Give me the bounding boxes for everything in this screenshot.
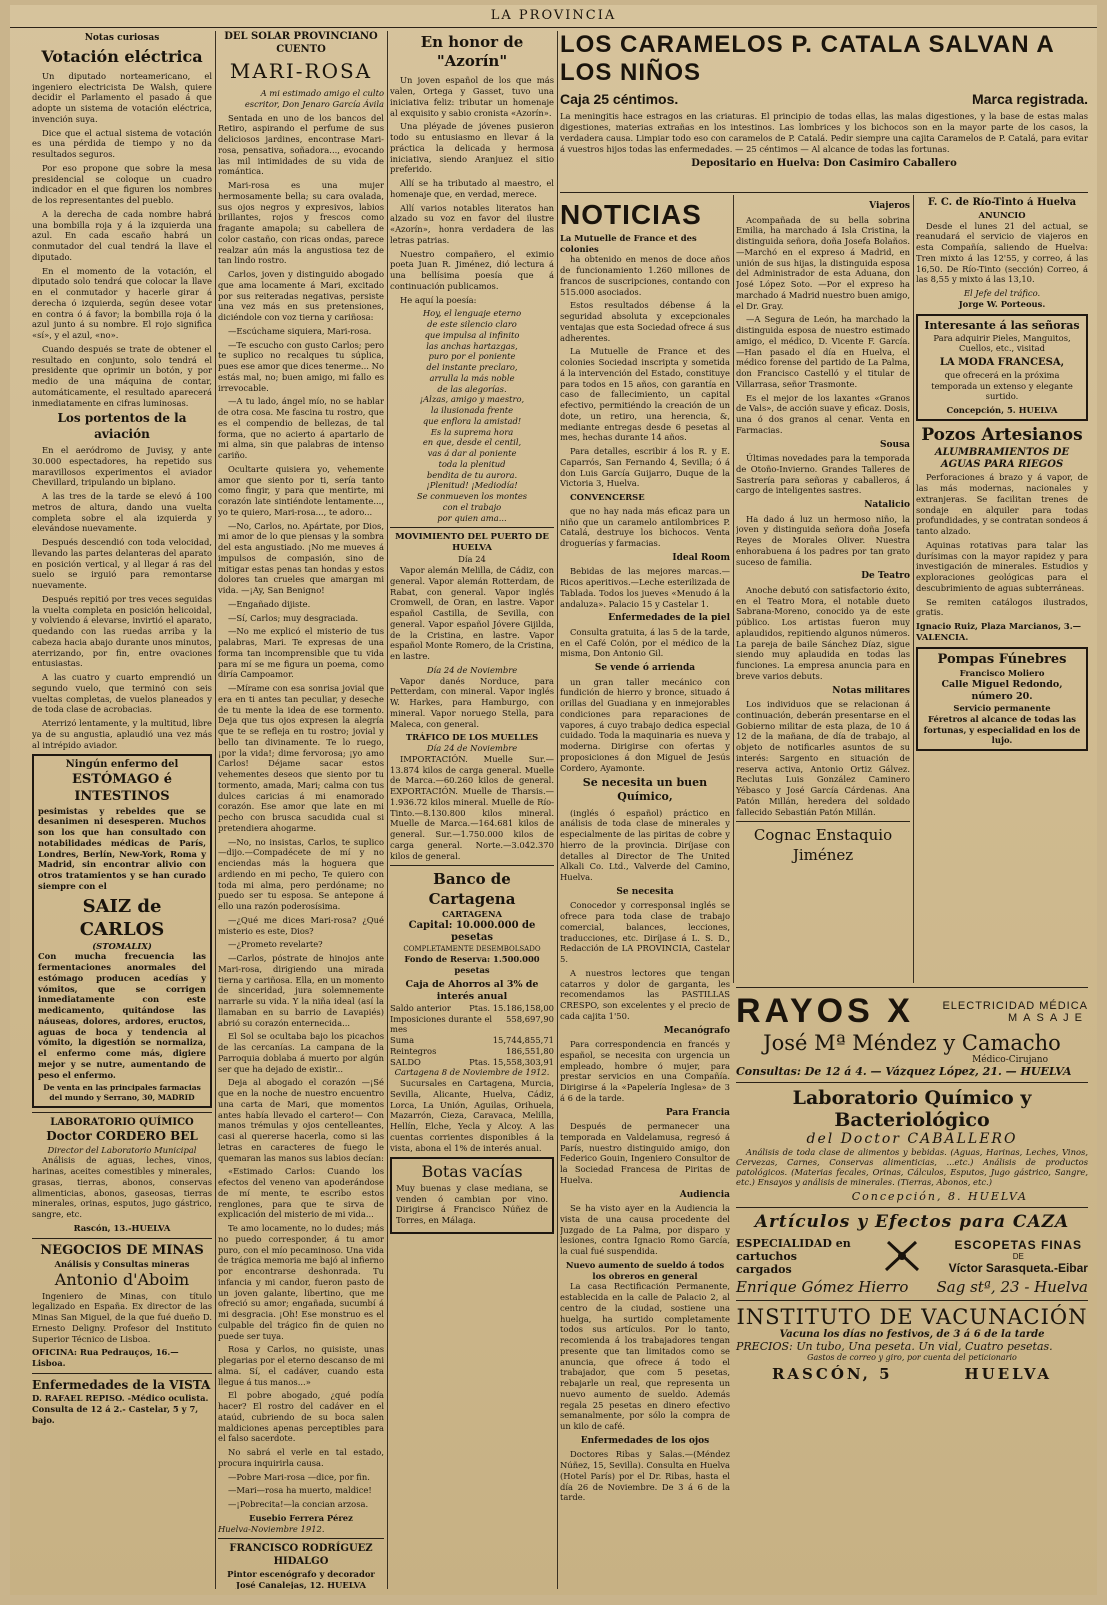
vac-city: HUELVA [964,1365,1053,1383]
wide-ads [736,987,1088,1383]
story-paragraph: —Sí, Carlos; muy desgraciada. [228,612,359,623]
poem-line: con el trabajo [442,501,502,512]
article-paragraph: Aterrizó lentamente, y la multitud, libre ya de su angustia, aplaudió una vez más al intrépido aviador. [32,718,212,750]
story-paragraph: «Estimado Carlos: Cuando los efectos del veneno van apoderándose de mí mente, te escribo estos renglones, para que te sirva de explicación del misterio de mi vida... [218,1166,384,1220]
news-text: Doctores Ribas y Salas.—(Méndez Núñez, 15, Sevilla). Consulta en Huelva (Hotel París) por el Dr. Ribas, hasta el día 26 de Noviembre. De 3 á 6 de la tarde. [560,1449,730,1503]
article-paragraph: Cuando después se trate de obtener el resultado en conjunto, solo tendrá el presidente que oprimir un botón, y por medio de una máquina de contar, automáticamente, el resultado aparecerá inmediatamente en cifras luminosas. [32,343,212,408]
notice-role: El Jefe del tráfico. [963,288,1041,299]
caja-label: Saldo anterior [390,1002,451,1013]
article-paragraph: A las cuatro y cuarto emprendió un segundo vuelo, que terminó con seis vueltas completas, de vuelos planeados y de toda clase de acrobacias. [32,672,212,715]
news-text: La casa Rectificación Permanente, establecida en la calle de Palacio 2, al centro de la ciudad, sostiene una huelga, ha surtido completamente todos sus artículos. Por lo tanto, recomienda á los trabajadores tengan presente que tan limitados como se anuncia, que ofrece á todo el trabajador, que com 5 pesetas, rebajarle un real, que representa un nuevo aumento de sueldo. Además regala 25 pesetas en dinero efectivo semanalmente, por sólo la compra de un kilo de café. [560,1281,730,1432]
ad-address: Ignacio Ruiz, Plaza Marcianos, 3.—VALENCIA. [916,621,1082,642]
column-3 [390,31,554,1589]
article-paragraph: Allí se ha tributado al maestro, el homenaje que, en verdad, merece. [390,178,554,199]
story-paragraph: —No, no insistas, Carlos, te suplico —dijo.—Compadécete de mí y no enciendas más la hoguera que ardiendo en mi pecho, Te quiero con toda mi alma, pero perdóname; no puedo ser tu esposa. Se antepone á ello una razón poderosísima. [218,836,384,912]
caja-label: Imposiciones durante el mes [390,1013,493,1035]
ad-subtitle: Análisis y Consultas mineras [54,1259,190,1270]
ad-text: Pintor escenógrafo y decorador [227,1569,375,1580]
poem [390,308,554,523]
story-byline: Eusebio Ferrera Pérez [249,1512,353,1523]
caramelos-banner [560,31,1088,191]
article-paragraph: Un joven español de los que más valen, Ortega y Gasset, tuvo una iniciativa feliz: tributar un homenaje al exquisito y sabio cronista «Azorín». [390,75,554,118]
ad-title: NEGOCIOS DE MINAS [40,1242,204,1258]
poem-line: Es la suprema hora [430,426,514,437]
section-text: Vapor danés Norduce, para Petterdam, con mineral. Vapor inglés W. Harkes, para Hamburgo, con mineral. Vapor noruego Stella, para Maleca, con general. [390,675,554,729]
article-title: Votación eléctrica [41,46,203,66]
masthead: LA PROVINCIA [10,5,1097,28]
bank-sub: COMPLETAMENTE DESEMBOLSADO [403,945,541,954]
divider [736,1300,1088,1301]
poem-line: de este silencio claro [427,319,517,330]
poem-line: de las alegorías. [437,383,507,394]
caja-label: Reintegros [390,1045,437,1056]
story-paragraph: Sentada en uno de los bancos del Retiro, aspirando el perfume de sus deliciosos jardines, encontrase Mari-rosa, pensativa, soñadora..., evocando las mil intimidades de su vida de romántica. [218,112,384,177]
news-text: ha obtenido en menos de doce años de funcionamiento 1.260 millones de francos de suscripciones, contando con 515.000 asociados. [560,254,730,297]
ad-text: Perforaciones á brazo y á vapor, de las más modernas, nacionales y extranjeras. Se facilitan trenes de sondaje en alquiler para todas profundidades, y se contratan sondeos á tanto alzado. [916,472,1088,537]
caja-value: Ptas. 15.186,158,00 [469,1002,554,1013]
news-title: Sousa [880,439,910,450]
ad-title: Pompas Fúnebres [937,651,1067,667]
news-text: Acompañada de su bella sobrina Emilia, ha marchado á Isla Cristina, la distinguida señora, doña Josefa Bolaños. —Marchó en el expreso á Madrid, en unión de sus hijas, la distinguida esposa del Administrador de esta Aduana, don José López Soto. —Por el expreso ha marchado á Madrid nuestro buen amigo, el Dr. Gray. [736,214,910,311]
article-paragraph: He aquí la poesía: [400,294,477,305]
caza-title: Artículos y Efectos para CAZA [754,1212,1070,1232]
story-paragraph: Te amo locamente, no lo dudes; más no puedo corresponder, á tu amor puro, con el mío pecaminoso. Una vida de trágica memoria me bajó al infierno por encontrarse deshonrada. Tu infancia y mi candor, fueron pasto de un joven galante, libertino, que me ofreció su amor; engañada, sucumbí á mi desgracia. ¡Oh! Ese monstruo es el culpable del trágico fin de quien no puede ser tuya. [218,1223,384,1341]
ad-role: Director del Laboratorio Municipal [47,1144,197,1155]
news-title: Se necesita [616,886,674,897]
story-paragraph: Rosa y Carlos, no quisiste, unas plegarias por el eterno descanso de mi alma. Sí, el cadáver, cuando esta llegue á tus manos...» [218,1344,384,1387]
divider [736,1207,1088,1208]
story-paragraph: El pobre abogado, ¿qué podía hacer? El rostro del cadáver en el ataúd, cubriendo de su boca salen maldiciones apenas perceptibles para el falso sacerdote. [218,1390,384,1444]
story-paragraph: Mari-rosa es una mujer hermosamente bella; su cara ovalada, sus ojos negros y expresivos, labios brillantes, rojos y frescos como fragante amapola; su cabellera de color castaño, con ricas ondas, parece realzar aún más la angustiosa tez de tan lindo rostro. [218,180,384,266]
ad-heading: Ningún enfermo del [65,759,179,771]
news-title: Se vende ó arrienda [594,663,696,674]
banner-brand: Marca registrada. [972,91,1088,107]
rayos-sub: MASAJE [1007,1011,1088,1024]
ad-text: que ofrecerá en la próxima temporada un extenso y elegante surtido. [931,369,1073,402]
banner-price: Caja 25 céntimos. [560,91,679,107]
ad-brand-sub: (STOMALIX) [92,940,152,951]
column-rule [215,31,216,1589]
story-paragraph: —Te escucho con gusto Carlos; pero te suplico no recalques tu súplica, pues ese amor que dices tenerme... No estás mal, no; buen amigo, mi fallo es irrevocable. [218,339,384,393]
poem-line: que enflora la amistad! [422,415,522,426]
column-rule [913,195,914,983]
section-text: Vapor alemán Melilla, de Cádiz, con general. Vapor alemán Rotterdam, de Rabat, con general. Vapor inglés Cromwell, de Oran, en lastre. Vapor español Castilla, de Sevilla, con general. Vapor español Jóvere Gijilda, de la Cristina, en lastre. Vapor español Monte Romero, de la Cristina, en lastre. [390,565,554,662]
notice-text: Desde el lunes 21 del actual, se reanudará el servicio de viajeros en esta Compañía, saliendo de Huelva: Tren mixto á las 12'55, y correo, á las 16,50. De Río-Tinto (sección) Correo, á las 8,55 y mixto á las 13,10. [916,220,1088,285]
article-paragraph: En el aeródromo de Juvisy, y ante 30.000 espectadores, ha repetido sus maravillosos experimentos el aviador Chevillard, tripulando un biplano. [32,445,212,488]
poem-line: ¡Plenitud! ¡Mediodía! [426,480,518,491]
news-title: Audiencia [679,1189,730,1200]
poem-line: Se conmueven los montes [416,491,528,502]
article-paragraph: Dice que el actual sistema de votación es una pérdida de tiempo y no da resultados seguros. [32,127,212,160]
column-rule [387,31,388,1589]
news-text: A nuestros lectores que tengan catarros y dolor de garganta, les recomendamos las PASTILLAS CRESPO, son excelentes y el precio de cada cajita 1'50. [560,967,730,1021]
news-text: Para correspondencia en francés y español, se necesita con urgencia un empleado, hombre ó mujer, para prestar servicios en una Compañía. Dirigirse á la «Papelería Inglesa» de 3 á 6 de la tarde. [560,1039,730,1103]
story-paragraph: —Escúchame siquiera, Mari-rosa. [228,325,372,336]
caja-value: Ptas. 15,558,303,91 [469,1056,554,1067]
caza-right: ESCOPETAS FINAS [954,1237,1083,1252]
ad-address: Rascón, 13.-HUELVA [73,1222,171,1233]
article-paragraph: Nuestro compañero, el eximio poeta Juan R. Jiménez, dió lectura á una bellísima poesía que á continuación publicamos. [390,248,554,291]
lab-text: Análisis de toda clase de alimentos y bebidas. (Aguas, Harinas, Leches, Vinos, Cervezas, Carnes, Conservas alimenticias, ...etc.) Análisis de productos patológicos. (Materias fecales, Orinas, Cálculos, Esputos, Jugo gástrico, Sangre, etc.) Ensayos y análisis de minerales. (Tierras, Abonos, etc.) [736,1147,1088,1187]
article-title: En honor de "Azorín" [420,33,524,71]
news-title: Notas militares [832,685,910,696]
ad-text: Análisis de aguas, leches, vinos, harinas, aceites comestibles y minerales, grasas, tierras, abonos, conservas alimenticias, abonos, gaseosas, tierras minerales, orinas, esputos, jugo gástrico, sangre, etc. [32,1155,212,1220]
ad-text: Con mucha frecuencia las fermentaciones anormales del estómago producen acedías y vómitos, que se corrigen inmediatamente con este medicamento, quitándose las náuseas, dolores, ardores, eructos, aguas de boca y tendencia al vómito, la digestión se normaliza, el enfermo come más, digiere mejor y se nutre, aumentando de peso el enfermo. [38,951,206,1080]
banner-depot: Depositario en Huelva: Don Casimiro Caballero [691,157,957,169]
section-text: IMPORTACIÓN. Muelle Sur.—13.874 kilos de carga general. Muelle de Marca.—60.260 kilos de general. EXPORTACIÓN. Muelle de Tharsis.—1.936.72 kilos mineral. Muelle de Río-Tinto.—8.130.800 kilos mineral. Muelle de Marca.—164.681 kilos de general. Sur.—1.750.000 kilos de carga general. Norte.—3.042.370 kilos de general. [390,753,554,861]
ad-title: LABORATORIO QUÍMICO [50,1116,194,1128]
vac-price: PRECIOS: Un tubo, Una peseta. Un vial, Cuatro pesetas. [736,1340,1053,1353]
section-date: Día 24 de Noviembre [426,664,518,675]
divider [218,1538,384,1539]
article-paragraph: A la derecha de cada nombre habrá una bombilla roja y á la izquierda una azul. En cada escaño habrá un conmutador del cual tendrá la llave el diputado. [32,208,212,262]
story-paragraph: Deja al abogado el corazón —¡Sé que en la noche de nuestro encuentro una carta de Mari, que momentos antes había llevado el cartero!— Con manos trémulas y ojos centelleantes, casi al quererse hacerla, como si las letras en caracteres de fuego le quemaran las manos sus labios decían: [218,1077,384,1163]
caza-right: DE [1012,1251,1024,1261]
section-title: TRÁFICO DE LOS MUELLES [405,732,539,743]
caja-row [390,1014,554,1036]
divider [736,821,910,822]
caja-row [390,1035,554,1046]
vac-address: RASCÓN, 5 [771,1365,893,1383]
story-paragraph: —No me explicó el misterio de tus palabras, Mari. Te expresas de una forma tan incomprensible que tu vida para mí se me figura un poema, como diría Campoamor. [218,626,384,680]
divider [390,527,554,528]
doctor-consult: Consultas: De 12 á 4. — Vázquez López, 21. — HUELVA [736,1065,1072,1078]
news-title: De Teatro [861,571,910,582]
story-paragraph: —A tu lado, ángel mío, no se hablar de otra cosa. Me fascina tu rostro, que es el compendio de bellezas, de tal forma, que no acierto á apartarlo de mi alma, sin que palabras de intenso cariño. [218,396,384,461]
story-paragraph: —¡Pobrecita!—la concian arzosa. [228,1499,369,1510]
bank-capital: Capital: 10.000.000 de pesetas [408,919,536,944]
caja-row [390,1046,554,1057]
ad-title: FRANCISCO RODRÍGUEZ HIDALGO [229,1543,373,1568]
rayos-sub: ELECTRICIDAD MÉDICA [942,999,1088,1012]
notice-subtitle: ANUNCIO [978,209,1026,220]
ad-text: Aquinas rotativas para talar las durísimas con la mayor rapidez y para investigación de minerales. Estudios y exploraciones geológicas para el descubrimiento de aguas subterráneas. [916,539,1088,593]
caja-label: SALDO [390,1056,421,1067]
rayos-title: RAYOS X [736,992,914,1030]
story-kicker: DEL SOLAR PROVINCIANO [224,31,378,42]
caja-title: Caja de Ahorros al 3% de interés anual [405,978,539,1002]
poem-line: la ilusionada frente [430,405,514,416]
news-title: La Mutuelle de France et des colonies [560,232,697,254]
caja-row [390,1003,554,1014]
poem-line: bendita de tu aurora. [426,469,518,480]
ad-subtitle: Servicio permanente [953,703,1051,714]
caja-text: Sucursales en Cartagena, Murcia, Sevilla, Alicante, Huelva, Cádiz, Lorca, La Unión, Aguilas, Orihuela, Mazarrón, Cieza, Caravaca, Melilla, Hellín, Elche, Yecla y Alcoy. A las cuentas corrientes disponibles á la vista, abona el 1% de interés anual. [390,1078,554,1153]
poem-line: en que, desde el centil, [422,437,522,448]
article-paragraph: Por eso propone que sobre la mesa presidencial se coloque un cuadro indicador en el que figuren los nombres de los representantes del pueblo. [32,162,212,206]
article-paragraph: Después repitió por tres veces seguidas la vuelta completa en posición helicoidal, y volviendo á elevarse, invirtió el aparato, quedando con las ruedas arriba y la cabeza hacia abajo durante unos minutos, aterrizando, por fin, entre ovaciones entusiastas. [32,593,212,669]
ad-address: Calle Miguel Redondo, número 20. [941,678,1063,703]
ad-brand: SAIZ de CARLOS [79,895,165,940]
story-kicker: CUENTO [276,43,326,55]
vac-note: Gastos de correo y giro, por cuenta del peticionario [807,1353,1017,1362]
article-paragraph: Después descendió con toda velocidad, llevando las partes delanteras del aparato en posición vertical, y al llegar á ras del suelo se irguió para remontarse nuevamente. [32,537,212,591]
ad-text: Féretros al alcance de todas las fortunas, y especialidad en los de lujo. [923,713,1081,746]
column-rule [733,195,734,983]
news-title: Nuevo aumento de sueldo á todos los obreros en general [565,1259,725,1281]
shotgun-icon [882,1236,922,1276]
article-paragraph: Un diputado norteamericano, el ingeniero electricista De Walsh, quiere decidir el Parlamento el pasado á que adopte un sistema de votación eléctrica, invención suya. [32,70,212,124]
ad-name: Antonio d'Aboim [54,1270,190,1290]
story-paragraph: —¿Qué me dices Mari-rosa? ¿Qué misterio es este, Dios? [218,914,384,936]
divider [32,1238,212,1239]
lab-sub: del Doctor CABALLERO [806,1131,1018,1147]
column-1 [32,31,212,1589]
column-4 [560,197,730,1589]
news-text: Anoche debutó con satisfactorio éxito, en el Teatro Mora, el notable dueto Sabrana-Moreno, conocido ya de este público. Los artistas fueron muy aplaudidos, repitiendo algunos números. La pareja de baile Sánchez Díaz, sigue siendo muy aplaudida en todas las funciones. La empresa anuncia para en breve varios debuts. [736,584,910,681]
ad-name: Francisco Moliero [959,668,1045,679]
caza-right: Víctor Sarasqueta.-Eibar [948,1260,1088,1275]
banner-title: LOS CARAMELOS P. CATALA SALVAN A LOS NIÑOS [560,31,1054,86]
story-paragraph: Ocultarte quisiera yo, vehemente amor que siento por ti, sería tanto como fingir, y para que mentirte, mi corazón late sintiéndote lentamente..., yo te quiero, Mari-rosa..., te adoro... [218,463,384,517]
news-title: Viajeros [869,201,910,211]
lab-title: Laboratorio Químico y Bacteriológico [792,1087,1032,1131]
ad-botas [390,1157,554,1233]
caza-shop: Enrique Gómez Hierro [736,1278,909,1296]
poem-line: las anchas hartazgas, [426,340,518,351]
story-paragraph: Carlos, joven y distinguido abogado que ama locamente á Mari, excitado por sus reiteradas negativas, persiste una vez más en sus pretensiones, diciéndole con voz tierna y cariñosa: [218,269,384,323]
ad-cognac: Cognac Enstaquio Jiménez [753,826,893,864]
column-2 [218,31,384,1589]
ad-sale: De venta en las principales farmacias del mundo y Serrano, 30, MADRID [43,1083,201,1102]
news-title: Enfermedades de los ojos [580,1435,710,1446]
divider [390,865,554,866]
poem-line: por quien ama... [437,512,507,523]
caja-value: 558,697,90 [506,1013,554,1024]
notice-title: F. C. de Río-Tinto á Huelva [927,197,1077,208]
ad-title: ESTÓMAGO é INTESTINOS [72,772,172,804]
news-text: Los individuos que se relacionan á continuación, deberán presentarse en el Gobierno militar de esta plaza, de 10 á 12 de la mañana, de día de trabajo, al objeto de notificarles asuntos de su interés: Sargento en situación de reserva activa, Antonio Ortiz Gálvez. Reclutas Luis González Caminero Yébasco y José García Cárdenas. Ana Patón Millán, heredera del soldado fallecido Sebastián Patón Millán. [736,699,910,817]
ad-title: Enfermedades de la VISTA [32,1377,211,1392]
news-text: Estos resultados débense á la seguridad absoluta y excepcionales ventajas que esta Sociedad ofrece á sus adherentes. [560,300,730,343]
article-paragraph: En el momento de la votación, el diputado solo tendrá que colocar la llave en el conmutador y hacerle girar á derecha ó izquierda, según desee votar en contra ó á favor; la bombilla roja ó la azul junto á su nombre. El rojo significa «sí», y el azul, «no». [32,265,212,341]
caza-address: Sag stª, 23 - Huelva [936,1278,1088,1296]
news-title: Natalicio [864,500,910,511]
divider [736,1082,1088,1083]
story-paragraph: —Mari—rosa ha muerto, maldice! [228,1485,372,1496]
news-text: Se ha visto ayer en la Audiencia la vista de una causa procedente del Juzgado de La Palma, por disparo y lesiones, contra Ignacio Romo García, la cual fué suspendida. [560,1203,730,1257]
column-rule [557,31,558,1589]
story-paragraph: No sabrá el verle en tal estado, procura inquirirla causa. [218,1447,384,1468]
story-place: Huelva-Noviembre 1912. [218,1523,325,1534]
news-text: Bebidas de las mejores marcas.—Ricos aperitivos.—Leche esterilizada de Tablada. Todos los jueves «Menudo á la andaluza». Palacio 15 y Castelar 1. [560,566,730,609]
ad-title: Interesante á las señoras [924,318,1080,332]
poem-line: Hoy, el lenguaje eterno [422,308,522,319]
story-paragraph: —Pobre Mari-rosa —dice, por fin. [228,1471,370,1482]
story-title: MARI-ROSA [229,58,373,83]
news-text: CONVENCERSE [570,492,645,503]
poem-line: arrulla la más noble [429,372,515,383]
news-text: Después de permanecer una temporada en Valdelamusa, regresó á París, nuestro distinguido amigo, don Federico Gouin, Ingeniero Consultor de la Sociedad Francesa de Piritas de Huelva. [560,1121,730,1185]
story-paragraph: —No, Carlos, no. Apártate, por Dios, mi amor de lo que piensas y la sombra del esta angustiado. ¡No me mueves á impulsos de compasión, sino de mitigar estas penas tan hondas y estos dolores tan crueles que amargan mi vida. —¡Ay, San Benigno! [218,520,384,596]
article-title: Los portentos de la aviación [57,411,187,441]
ad-address: José Canalejas, 12. HUELVA [236,1579,366,1589]
story-paragraph: —¿Prometo revelarte? [228,939,323,950]
news-text: que no hay nada más eficaz para un niño que un caramelo antilombrices P. Catalá, destruye los bichocos. Venta droguerías y farmacias. [560,505,730,549]
ad-address: Concepción, 5. HUELVA [946,405,1058,416]
news-heading: NOTICIAS [560,199,702,230]
article-paragraph: A las tres de la tarde se elevó á 100 metros de altura, dando una vuelta completa sobre el ala izquierda y elevándose nuevamente. [32,491,212,534]
caja-label: Suma [390,1035,415,1046]
ad-title: Pozos Artesianos [921,424,1083,445]
article-paragraph: Una pléyade de jóvenes pusieron todo su entusiasmo en llevar á la práctica la delicada y hermosa iniciativa, siendo Aranjuez el sitio preferido. [390,121,554,175]
lab-address: Concepción, 8. HUELVA [851,1190,1028,1203]
news-text: Conocedor y corresponsal inglés se ofrece para toda clase de trabajo comercial, balances, lecciones, traducciones, etc. Diríjase á L. S. D., Redacción de LA PROVINCIA, Castelar 5. [560,900,730,965]
vac-title: INSTITUTO DE VACUNACIÓN [736,1305,1088,1329]
caja-table [390,1003,554,1068]
newspaper-page [10,5,1097,1595]
news-text: Es el mejor de los laxantes «Granos de Vals», de acción suave y eficaz. Dosis, una ó dos granos al cenar. Venta en Farmacias. [736,392,910,435]
story-dedication: A mi estimado amigo el culto escritor, Don Jenaro García Ávila [244,88,384,109]
poem-line: vas á dar al poniente [427,448,517,459]
news-text: un gran taller mecánico con fundición de hierro y bronce, situado á orillas del Guadiana y en inmejorables condiciones para reparaciones de vapores, á cuyo trabajo dedica especial cuidado. Toda la maquinaria es nueva y moderna. Dirigirse con ofertas y proposiciones á don Miguel de Jesús Cordero, Ayamonte. [560,676,730,773]
poem-line: puro por el poniente [428,351,516,362]
bank-fund: Fondo de Reserva: 1.500.000 pesetas [404,954,540,975]
story-paragraph: —Mírame con esa sonrisa jovial que era en ti antes tan peculiar, y deseche de tu mente la idea de ese tormento. Deja que tus ojos expresen la alegría que te se refleja en tu rostro; jovial y bello tan divinamente. Te lo ruego, ¡por la vida!; dime fervorosa; ¡yo amo Carlos! Déjame sacar estos vehementes deseos que siento por tu tormento, amada, Mari; calma con tus dulces caricias á mi enamorado corazón. Ese amor que late en mi pecho con brusca sacudida cual si pretendiera ahogarme. [218,683,384,833]
news-title: Enfermedades de la piel [608,613,730,624]
news-text: (inglés ó español) práctico en análisis de toda clase de minerales y especialmente de las piritas de cobre y hierro de la provincia. Diríjase con detalles al Director de The United Alkali Co. Ltd., Valverde del Camino, Huelva. [560,807,730,883]
doctor-role: Médico-Cirujano [972,1055,1048,1065]
ad-address: OFICINA: Rua Pedrauços, 16.—Lisboa. [32,1347,179,1368]
ad-shop: LA MODA FRANCESA, [939,357,1065,369]
ad-pompas-funebres [916,647,1088,752]
bank-title: Banco de Cartagena [428,870,516,908]
banner-text: La meningitis hace estragos en las criaturas. El principio de todas ellas, las malas digestiones, y la base de estas malas digestiones, materias extrañas en los intestinos. Las lombrices y los bichocos son en la mayor parte de los casos, la verdadera causa. Limpiar todo eso con caramelos de P. Catalá. Pedir siempre una cajita Caramelos de P. Catalá, para evitar á vuestros hijos todas las enfermedades. — 25 céntimos — Al alcance de todas las fortunas. [560,111,1088,154]
news-title: Ideal Room [672,552,730,563]
story-paragraph: —Engañado dijiste. [228,598,311,609]
ad-text: pesimistas y rebeldes que se desanimen ni desesperen. Muchos son los que han consultado con notabilidades médicas de París, Londres, Berlín, New-York, Roma y Madrid, sin encontrar alivio con otros tratamientos y se han curado siempre con el [38,805,206,891]
poem-line: toda la plenitud [438,458,506,469]
story-paragraph: —Carlos, póstrate de hinojos ante Mari-rosa, dirigiendo una mirada tierna y cariñosa. Ella, en un momento de sinceridad, jura solemnemente narrarle su vida. Y la niña ideal (así la llamaban en su barrio de Lavapiés) abrió su corazón enternecida... [218,953,384,1028]
ad-moda-francesa [916,314,1088,421]
section-date: Día 24 de Noviembre [426,743,518,754]
news-text: —A Segura de León, ha marchado la distinguida esposa de nuestro estimado amigo, el médico, D. Vicente F. García. —Han pasado el día en Huelva, el médico forense del partido de La Palma, don Francisco Castelló y el titular de Villarrasa, señor Trasmonte. [736,314,910,389]
column-5 [736,197,910,983]
caja-row [390,1057,554,1068]
doctor-name: José Mª Méndez y Camacho [763,1031,1061,1055]
news-text: Últimas novedades para la temporada de Otoño-Invierno. Grandes Talleres de Sastrería para señoras y caballeros, á cargo de inteligentes sastres. [736,453,910,496]
bank-city: CARTAGENA [442,908,502,919]
ad-title: Botas vacías [421,1162,523,1182]
notice-signature: Jorge W. Porteous. [958,298,1046,309]
poem-line: ¡Alzas, amigo y maestro, [419,394,525,405]
poem-line: que impulsa al infinito [424,329,520,340]
news-title: Para Francia [665,1107,730,1118]
ad-text: Ingeniero de Minas, con título legalizado en España. Ex director de las Minas San Miguel, de la que fué dueño D. Ernesto Deligny. Profesor del Instituto Superior Técnico de Lisboa. [32,1290,212,1344]
ad-text: Se remiten catálogos ilustrados, gratis. [916,596,1088,618]
divider [560,192,1088,193]
news-text: Para detalles, escribir á los R. y E. Caparrós, San Fernando 4, Sevilla; ó á don Luis García Guijarro, Duque de la Victoria 3, Huelva. [560,446,730,489]
caza-spec: ESPECIALIDAD en cartuchos cargados [736,1236,851,1276]
section-date: Día 24 [458,554,486,565]
caja-date: Cartagena 8 de Noviembre de 1912. [394,1067,550,1078]
section-title: MOVIMIENTO DEL PUERTO DE HUELVA [395,532,549,554]
ad-text: Muy buenas y clase mediana, se venden ó cambian por vino. Dirigirse á Francisco Núñez de Torres, en Málaga. [396,1182,548,1226]
section-heading: Notas curiosas [84,33,160,43]
vac-line: Vacuna los días no festivos, de 3 á 6 de la tarde [779,1329,1045,1340]
news-text: Consulta gratuita, á las 5 de la tarde, en el Café Colón, por el médico de la misma, Don Antonio Gil. [560,626,730,659]
divider [32,1112,212,1113]
story-paragraph: El Sol se ocultaba bajo los picachos de las cercanías. La campana de la Parroquia doblaba á muerto por algún ser que ha dejado de existir... [218,1031,384,1074]
news-title: Mecanógrafo [663,1025,730,1036]
column-6 [916,197,1088,983]
news-text: La Mutuelle de France et des colonies Sociedad inscripta y sometida á la intervención del Estado, constituye para todos en 15 años, con garantía en caso de fallecimiento, un capital efectivo, permitiéndo la creación de un dote, un retiro, una herencia, &, mediante entregas desde 6 pesetas al mes, hechas durante 14 años. [560,346,730,443]
ad-stomach [32,754,212,1107]
ad-subtitle: Doctor CORDERO BEL [46,1129,198,1144]
caja-value: 186,551,80 [506,1045,554,1056]
poem-line: del instante preclaro, [426,362,518,373]
ad-subtitle: ALUMBRAMIENTOS DE AGUAS PARA RIEGOS [934,446,1070,471]
news-text: Ha dado á luz un hermoso niño, la joven y distinguida señora doña Josefa Reyes de Morales Oliver. Nuestra enhorabuena á los padres por tan grato suceso de familia. [736,513,910,567]
article-paragraph: Allí varios notables literatos han alzado su voz en favor del ilustre «Azorín», honra verdadera de las letras patrias. [390,202,554,245]
ad-text: Para adquirir Pieles, Manguitos, Cuellos, etc., visitad [933,332,1071,354]
caja-value: 15,744,855,71 [492,1035,554,1046]
news-title: Se necesita un buen Químico, [582,776,708,804]
ad-text: D. RAFAEL REPISO. -Médico oculista. Consulta de 12 á 2.- Castelar, 5 y 7, bajo. [32,1393,209,1425]
divider [32,1373,212,1374]
